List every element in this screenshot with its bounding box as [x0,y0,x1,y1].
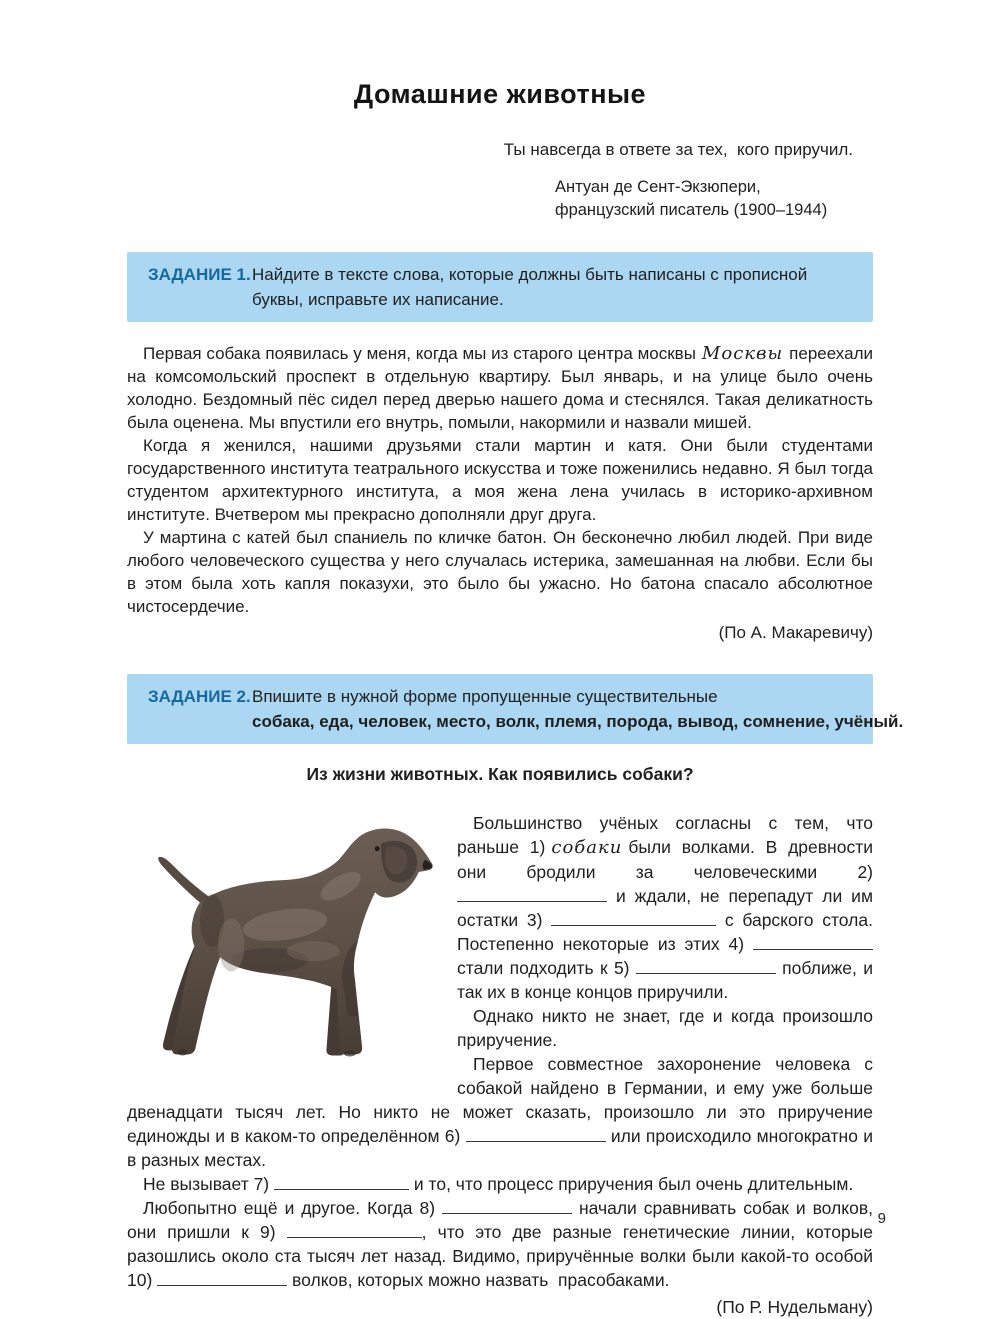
handwritten-answer: собаки [551,837,623,858]
task1-instruction: Найдите в тексте слова, которые должны быть написаны с прописной буквы, исправьте их написание. [252,265,808,309]
text-run: Большинство учёных согласны с тем, что раньше 1) [457,813,873,857]
fill-in-blank-9 [287,1224,422,1238]
text-run: Первое совместное захоронение человека с собакой найдено в Германии, и ему уже больше двенадцати тысяч лет. Но никто не может сказать, произошло ли это приручение единожды и в каком-то определённом 6) [127,1054,873,1146]
text-run: , что это две разные генетические линии, которые разошлись около ста тысяч лет назад. Видимо, приручённые волки были какой-то особой 10) [127,1222,873,1290]
text-run: и ждали, не перепадут ли им остатки 3) [457,886,873,930]
paragraph-2: Когда я женился, нашими друзьями стали мартин и катя. Они были студентами государственного института театрального искусства и тоже поженились недавно. Я был тогда студентом архитектурного института, а моя жена лена училась в историко-архивном институте. Вчетвером мы прекрасно дополняли друг друга. [127,436,873,524]
paragraph-1 [127,342,873,434]
paragraph-2: Однако никто не знает, где и когда произошло приручение. [457,1006,873,1050]
task1-label: ЗАДАНИЕ 1. [148,265,251,284]
task2-word-list: собака, еда, человек, место, волк, племя, порода, вывод, сомнение, учёный. [252,712,904,731]
fill-in-blank-3 [551,912,716,926]
text-run: Первая собака появилась у меня, когда мы из старого центра москвы [143,344,696,363]
task2-instruction: Впишите в нужной форме пропущенные существительные [252,687,718,706]
paragraph-5 [127,1196,873,1292]
text-run: начали сравнивать собак и волков, они пришли к 9) [127,1198,873,1242]
paragraph-4 [127,1172,873,1196]
dog-illustration [127,811,457,1091]
text-run: Не вызывает 7) [143,1174,270,1194]
fill-in-blank-4 [753,936,873,950]
epigraph-quote: Ты навсегда в ответе за тех, кого приручил. [503,140,853,159]
author-description: французский писатель (1900–1944) [555,201,828,219]
task2-instruction-block [252,684,903,734]
reading-title: Из жизни животных. Как появились собаки? [306,764,694,784]
fill-in-blank-2 [457,888,607,902]
text-run: волков, которых можно назвать прасобаками. [292,1270,670,1290]
exercise1-text [127,342,873,644]
task2-label: ЗАДАНИЕ 2. [148,687,251,706]
text-run: стали подходить к 5) [457,958,630,978]
page-title: Домашние животные [353,79,647,109]
epigraph-author [555,176,873,222]
text-run: или происходило многократно и в разных местах. [127,1126,873,1170]
author-name: Антуан де Сент-Экзюпери, [555,178,761,196]
handwritten-correction: Москвы [701,343,784,364]
task2-box [127,674,904,744]
text-run: Любопытно ещё и другое. Когда 8) [143,1198,436,1218]
attribution: (По Р. Нудельману) [716,1297,873,1317]
text-run: переехали на комсомольский проспект в отдельную квартиру. Был январь, и на улице было очень холодно. Бездомный пёс сидел перед дверью нашего дома и стеснялся. Такая деликатность была оценена. Мы впустили его внутрь, помыли, накормили и назвали мишей. [127,344,873,432]
fill-in-blank-10 [157,1272,287,1286]
paragraph-3: У мартина с катей был спаниель по кличке батон. Он бесконечно любил людей. При виде любого человеческого существа у него случалась истерика, замешанная на любви. Если бы в этом была хоть капля показухи, это было бы ужасно. Но батона спасало абсолютное чистосердечие. [127,528,873,616]
text-run: поближе, и так их в конце концов приручили. [457,958,873,1002]
text-run: были волками. В древности они бродили за человеческими 2) [457,837,873,882]
exercise2-text [127,811,873,1319]
text-run: с барского стола. Постепенно некоторые из этих 4) [457,910,873,954]
fill-in-blank-6 [466,1128,606,1142]
text-run: и то, что процесс приручения был очень длительным. [413,1174,854,1194]
page-number: 9 [877,1210,886,1227]
fill-in-blank-7 [274,1176,409,1190]
task1-box [127,252,873,322]
fill-in-blank-8 [442,1200,572,1214]
fill-in-blank-5 [636,960,776,974]
dog-image [133,819,437,1071]
attribution: (По А. Макаревичу) [718,623,873,642]
